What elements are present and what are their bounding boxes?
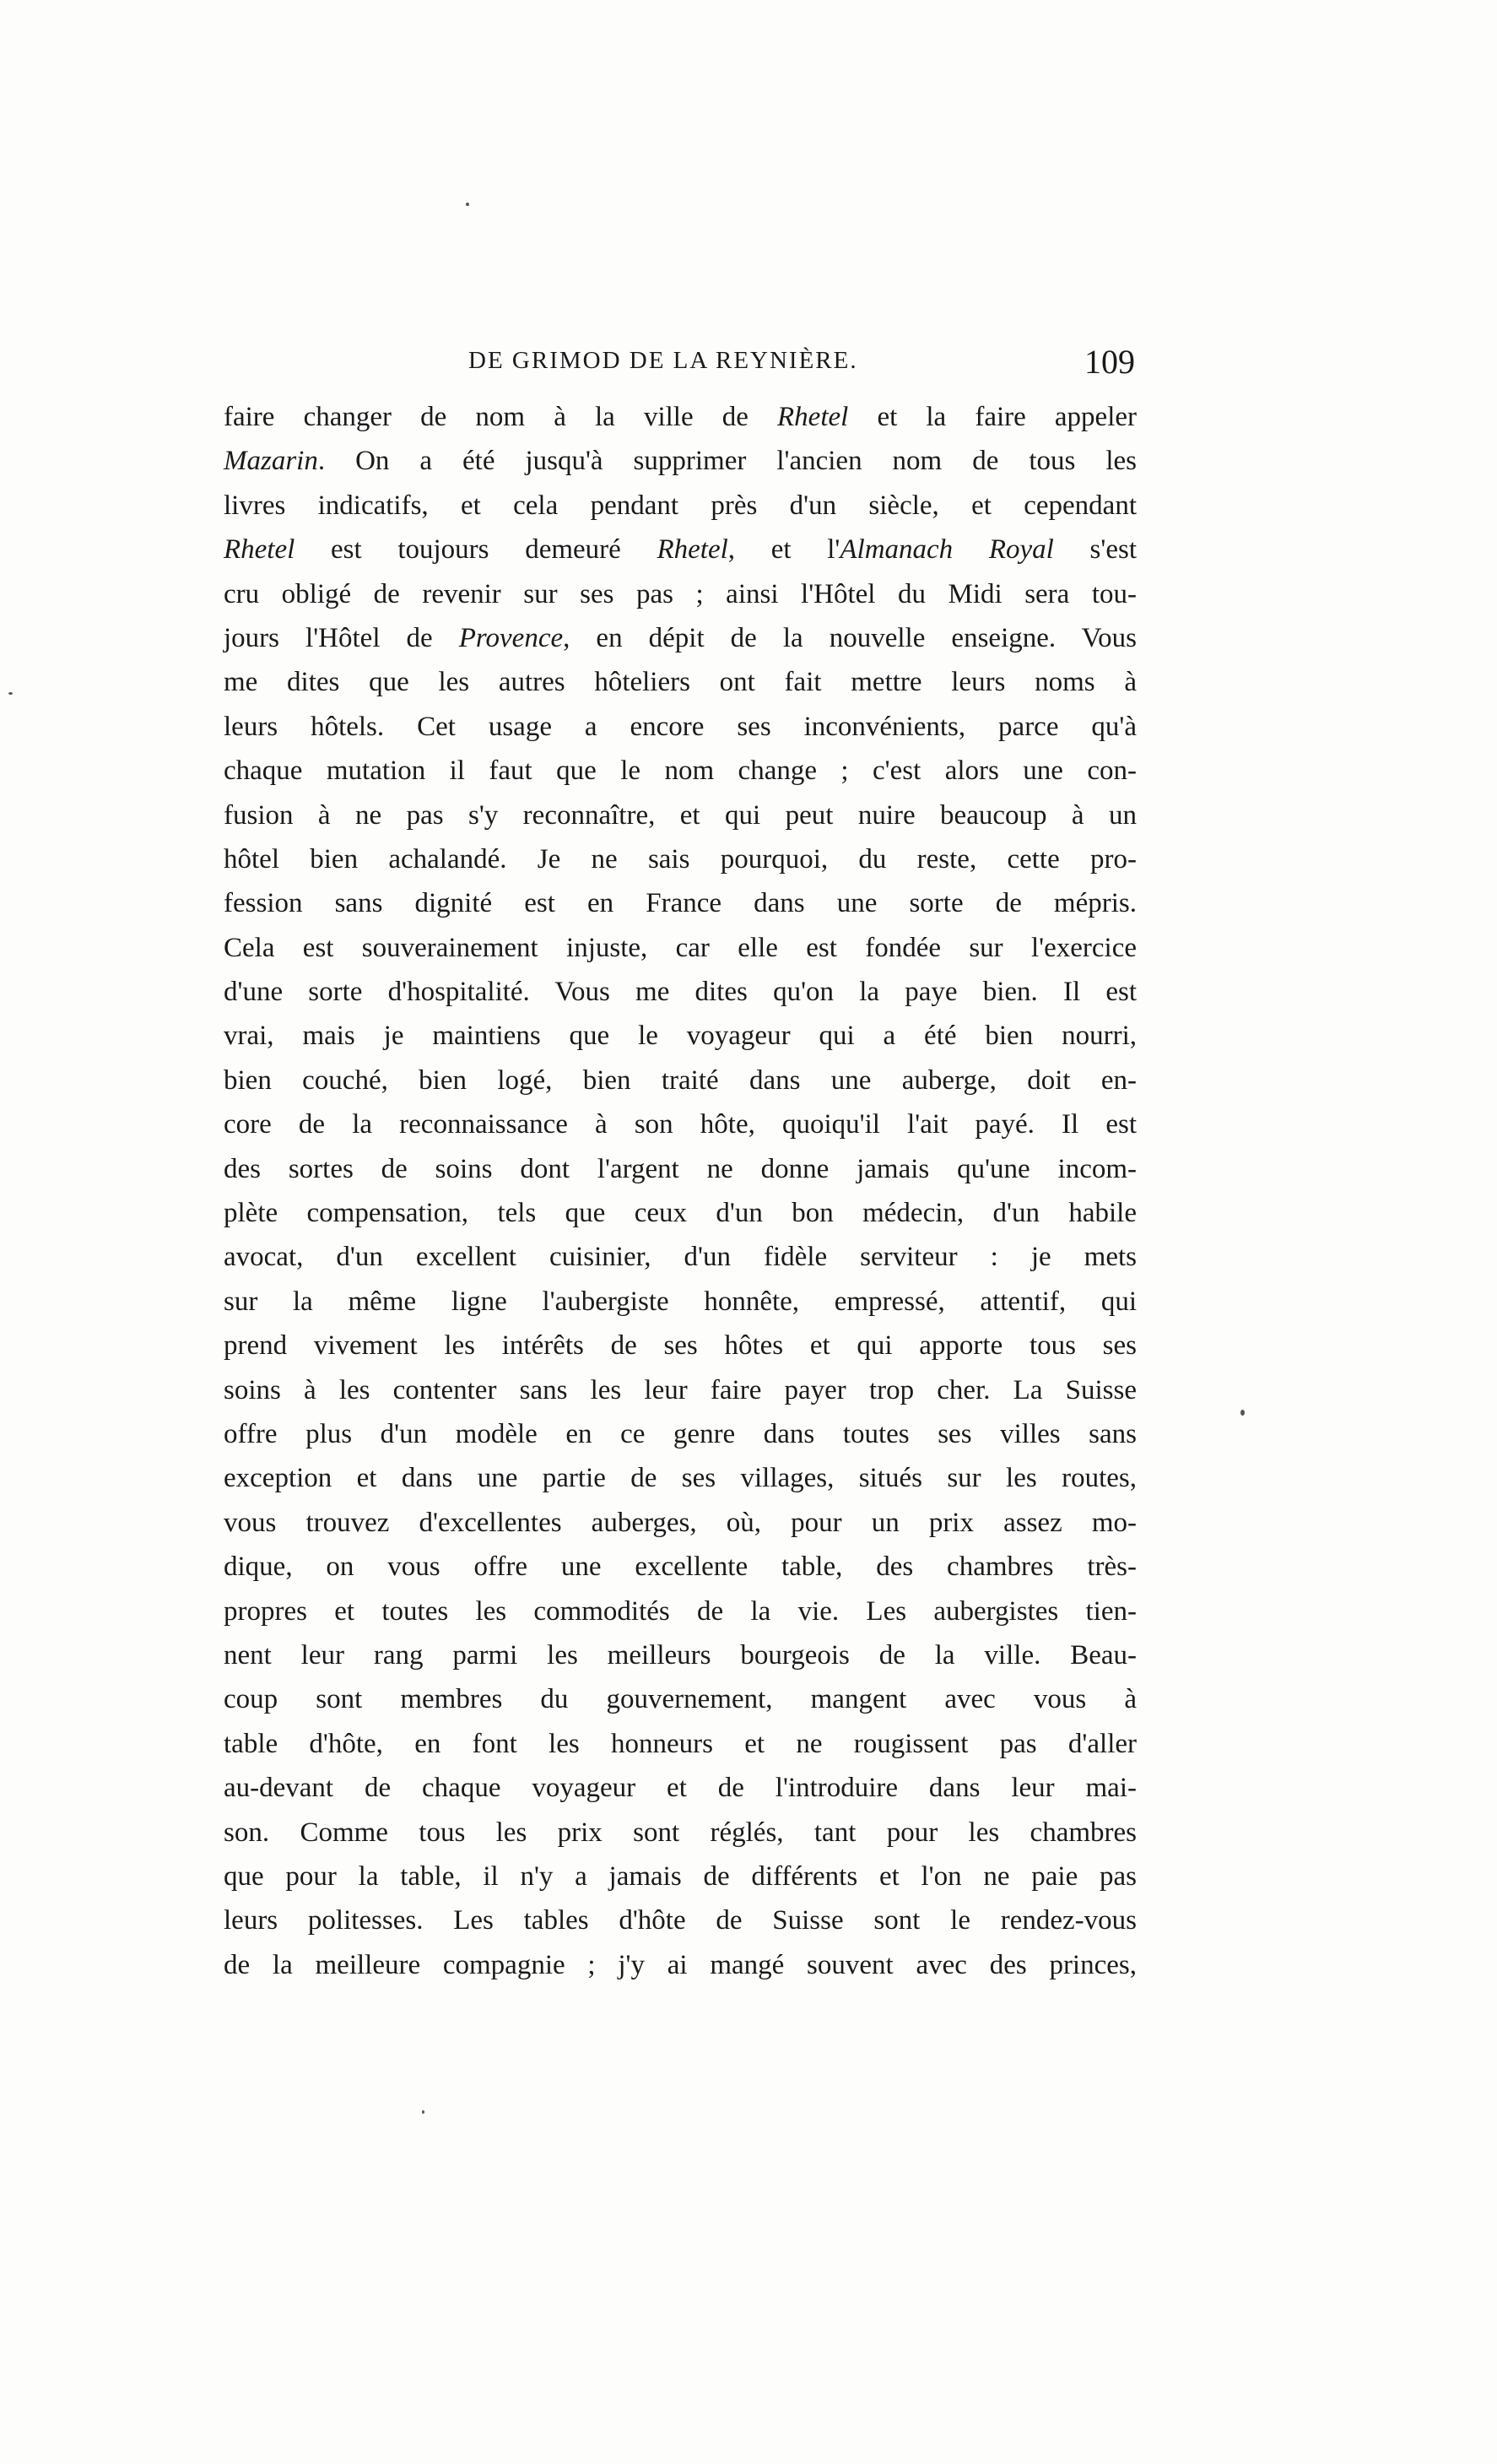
text-line: vous trouvez d'excellentes auberges, où, pour un prix assez mo- [224, 1507, 1137, 1538]
text-line: son. Comme tous les prix sont réglés, tant pour les chambres [224, 1817, 1137, 1848]
scan-speck [8, 692, 13, 695]
text-line: vrai, mais je maintiens que le voyageur qui a été bien nourri, [224, 1021, 1137, 1052]
text-line: offre plus d'un modèle en ce genre dans toutes ses villes sans [224, 1418, 1137, 1449]
text-line: propres et toutes les commodités de la vie. Les aubergistes tien- [224, 1595, 1137, 1627]
text-line: jours l'Hôtel de Provence, en dépit de la nouvelle enseigne. Vous [224, 622, 1138, 653]
text-line: leurs politesses. Les tables d'hôte de Suisse sont le rendez-vous [224, 1905, 1137, 1936]
text-line: que pour la table, il n'y a jamais de différents et l'on ne paie pas [224, 1860, 1137, 1892]
scan-speck [422, 2110, 424, 2114]
text-line: avocat, d'un excellent cuisinier, d'un fidèle serviteur : je mets [224, 1242, 1137, 1273]
text-line: core de la reconnaissance à son hôte, quoiqu'il l'ait payé. Il est [224, 1109, 1137, 1140]
text-line: faire changer de nom à la ville de Rhetel et la faire appeler [224, 402, 1138, 432]
text-line: soins à les contenter sans les leur faire payer trop cher. La Suisse [224, 1374, 1137, 1405]
text-line: fusion à ne pas s'y reconnaître, et qui peut nuire beaucoup à un [224, 799, 1137, 831]
text-line: d'une sorte d'hospitalité. Vous me dites qu'on la paye bien. Il est [224, 977, 1137, 1008]
scan-speck [466, 203, 469, 206]
text-line: bien couché, bien logé, bien traité dans une auberge, doit en- [224, 1064, 1137, 1096]
text-line: exception et dans une partie de ses villages, situés sur les routes, [224, 1463, 1137, 1494]
text-line: prend vivement les intérêts de ses hôtes et qui apporte tous ses [224, 1330, 1137, 1362]
running-title: DE GRIMOD DE LA REYNIÈRE. [468, 347, 858, 374]
text-line: table d'hôte, en font les honneurs et ne rougissent pas d'aller [224, 1728, 1137, 1759]
text-line: leurs hôtels. Cet usage a encore ses inconvénients, parce qu'à [224, 711, 1137, 742]
text-line: dique, on vous offre une excellente table, des chambres très- [224, 1552, 1137, 1583]
text-line: sur la même ligne l'aubergiste honnête, empressé, attentif, qui [224, 1286, 1137, 1317]
text-line: au-devant de chaque voyageur et de l'introduire dans leur mai- [224, 1773, 1137, 1804]
text-line: de la meilleure compagnie ; j'y ai mangé souvent avec des princes, [224, 1949, 1137, 1980]
text-line: fession sans dignité est en France dans une sorte de mépris. [224, 888, 1137, 919]
text-line: Cela est souverainement injuste, car elle est fondée sur l'exercice [224, 932, 1137, 963]
text-line: hôtel bien achalandé. Je ne sais pourquoi, du reste, cette pro- [224, 843, 1137, 875]
scan-speck [1240, 1410, 1245, 1416]
text-line: plète compensation, tels que ceux d'un bon médecin, d'un habile [224, 1198, 1137, 1229]
text-line: des sortes de soins dont l'argent ne donne jamais qu'une incom- [224, 1153, 1137, 1184]
text-line: coup sont membres du gouvernement, mangent avec vous à [224, 1684, 1137, 1715]
text-line: Mazarin. On a été jusqu'à supprimer l'ancien nom de tous les [224, 446, 1137, 477]
running-head [224, 342, 1135, 393]
text-line: cru obligé de revenir sur ses pas ; ainsi l'Hôtel du Midi sera tou- [224, 578, 1137, 609]
text-line: me dites que les autres hôteliers ont fait mettre leurs noms à [224, 667, 1137, 698]
text-line: Rhetel est toujours demeuré Rhetel, et l'Almanach Royal s'est [224, 534, 1137, 566]
text-line: livres indicatifs, et cela pendant près d'un siècle, et cependant [224, 490, 1137, 521]
body-text [224, 395, 1137, 1987]
text-line: nent leur rang parmi les meilleurs bourgeois de la ville. Beau- [224, 1639, 1137, 1671]
text-line: chaque mutation il faut que le nom change ; c'est alors une con- [224, 755, 1137, 787]
page-number: 109 [1084, 343, 1135, 381]
